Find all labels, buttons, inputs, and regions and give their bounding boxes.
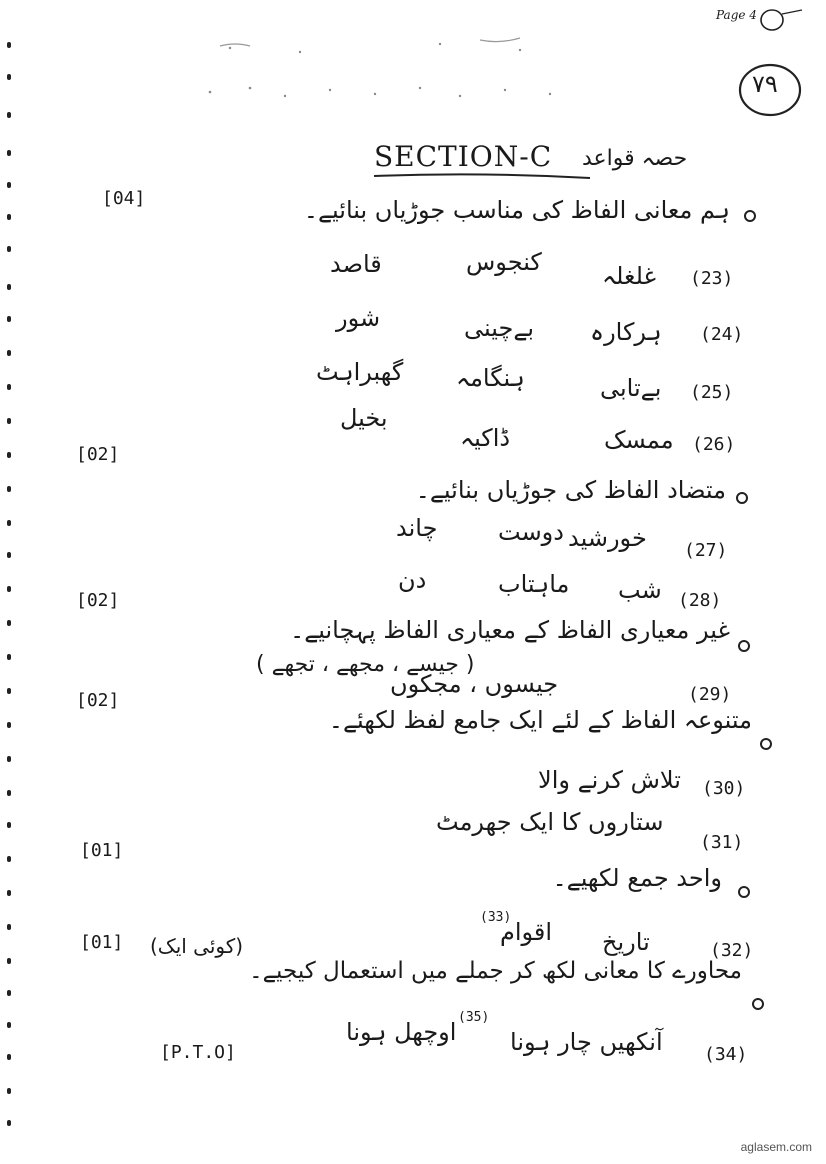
- corner-note-circle: [756, 6, 806, 36]
- q30-answer: تلاش کرنے والا: [538, 766, 681, 794]
- q1-row1-num: (23): [690, 268, 734, 289]
- q6-hint: (کوئی ایک): [150, 934, 244, 958]
- q1-instruction: ہم معانی الفاظ کی مناسب جوڑیاں بنائیے۔: [303, 196, 730, 224]
- q1-row2-c: شور: [336, 304, 381, 332]
- q6-bullet: [752, 998, 764, 1010]
- q2-row1-a: خورشید: [568, 524, 647, 552]
- q1-row1-a: غلغلہ: [602, 262, 657, 290]
- q3-bullet: [738, 640, 750, 652]
- q3-options: ( جیسے ، مجھے ، تجھے ): [256, 652, 475, 677]
- q31-answer: ستاروں کا ایک جھرمٹ: [436, 808, 664, 836]
- q6-instruction: محاورے کا معانی لکھ کر جملے میں استعمال کیجیے۔: [249, 958, 742, 984]
- q1-row2-b: بےچینی: [464, 314, 535, 342]
- section-title: SECTION-C: [374, 140, 553, 173]
- q2-row2-num: (28): [678, 590, 722, 611]
- q1-bullet: [744, 210, 756, 222]
- q2-marks: [02]: [76, 444, 120, 465]
- q1-row4-c: بخیل: [340, 404, 388, 432]
- q35-num: (35): [458, 1010, 490, 1025]
- q2-row2-b: ماہتاب: [498, 570, 570, 598]
- q32-answer: تاریخ: [602, 928, 650, 956]
- q2-row2-a: شب: [618, 576, 662, 604]
- q1-row2-num: (24): [700, 324, 744, 345]
- q1-marks: [04]: [102, 188, 146, 209]
- q35-answer: اوچھل ہونا: [346, 1018, 457, 1046]
- pto-note: [P.T.O]: [160, 1042, 236, 1063]
- page-number: ٧٩: [752, 70, 778, 98]
- q1-row1-b: کنجوس: [466, 248, 542, 276]
- q34-num: (34): [704, 1044, 748, 1065]
- faint-header-scribble: [190, 30, 610, 110]
- q32-num: (32): [710, 940, 754, 961]
- q1-row3-num: (25): [690, 382, 734, 403]
- q4-marks: [02]: [76, 690, 120, 711]
- q1-row3-c: گھبراہٹ: [316, 358, 404, 386]
- q3-marks: [02]: [76, 590, 120, 611]
- q4-bullet: [760, 738, 772, 750]
- footer-watermark: aglasem.com: [740, 1140, 812, 1154]
- q2-instruction: متضاد الفاظ کی جوڑیاں بنائیے۔: [415, 476, 726, 504]
- q3-instruction: غیر معیاری الفاظ کے معیاری الفاظ پہچانیے۔: [290, 616, 730, 644]
- q5-instruction: واحد جمع لکھیے۔: [552, 864, 722, 892]
- q30-num: (30): [702, 778, 746, 799]
- q1-row3-a: بےتابی: [600, 374, 662, 402]
- q33-answer: اقوام: [500, 918, 553, 946]
- q1-row4-b: ڈاکیہ: [460, 424, 511, 452]
- q31-num: (31): [700, 832, 744, 853]
- q2-row2-c: دن: [398, 566, 427, 594]
- q6-marks: [01]: [80, 932, 124, 953]
- q1-row4-a: ممسک: [604, 426, 674, 454]
- q3-num: (29): [688, 684, 732, 705]
- section-title-urdu: حصہ قواعد: [582, 146, 688, 171]
- q4-instruction: متنوعہ الفاظ کے لئے ایک جامع لفظ لکھئے۔: [328, 706, 752, 734]
- q1-row3-b: ہنگامہ: [456, 364, 525, 392]
- q3-items: جیسوں ، مجکوں: [390, 670, 559, 698]
- q1-row4-num: (26): [692, 434, 736, 455]
- q2-row1-num: (27): [684, 540, 728, 561]
- section-title-underline: [372, 170, 592, 182]
- q2-row1-c: چاند: [396, 514, 438, 542]
- corner-note: Page 4: [716, 8, 757, 22]
- q1-row1-c: قاصد: [330, 250, 382, 278]
- q5-marks: [01]: [80, 840, 124, 861]
- q1-row2-a: ہرکارہ: [590, 318, 662, 346]
- q5-bullet: [738, 886, 750, 898]
- q33-num: (33): [480, 910, 512, 925]
- q34-answer: آنکھیں چار ہونا: [510, 1028, 663, 1056]
- q2-bullet: [736, 492, 748, 504]
- q2-row1-b: دوست: [498, 518, 564, 546]
